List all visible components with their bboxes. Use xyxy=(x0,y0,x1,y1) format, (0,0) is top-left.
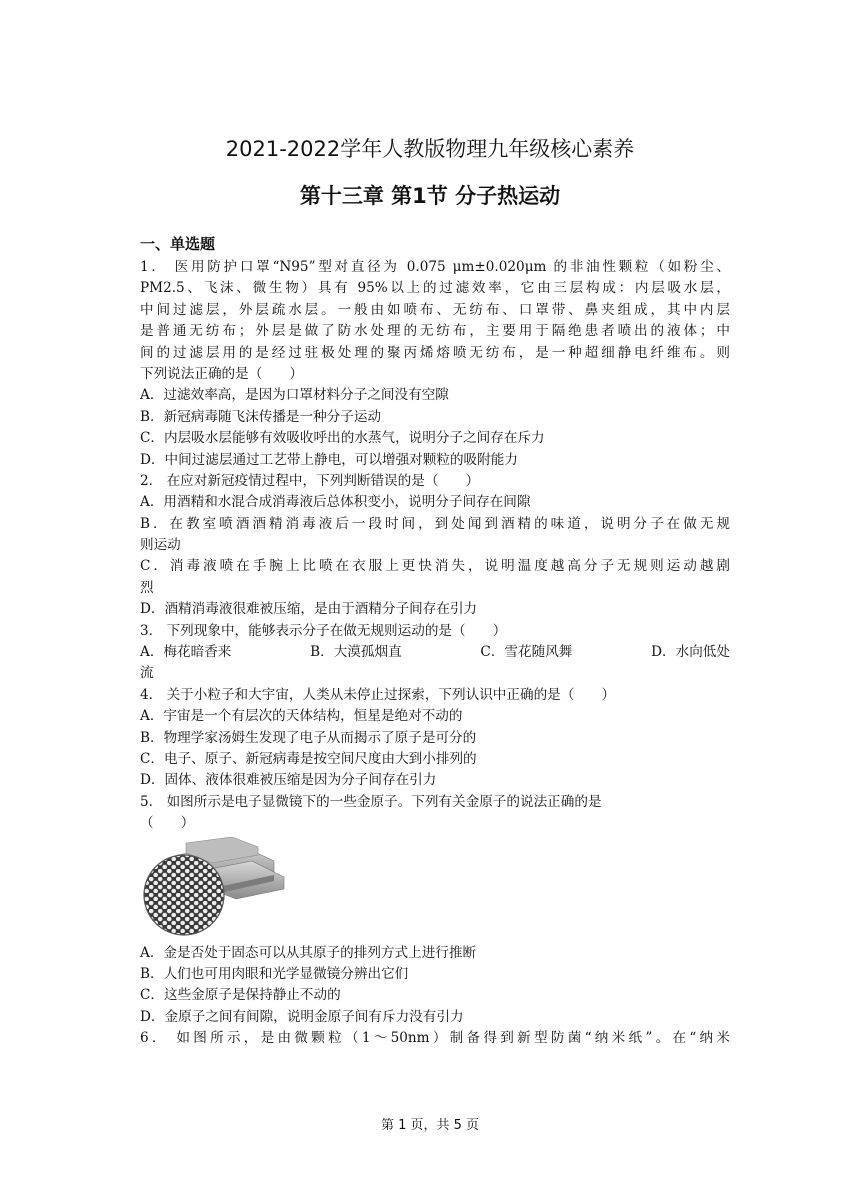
question-5-stem-cont: （ ） xyxy=(140,815,195,832)
page-footer: 第 1 页，共 5 页 xyxy=(380,1118,480,1133)
question-4-option-d: D．固体、液体很难被压缩是因为分子间存在引力 xyxy=(140,772,437,789)
question-1-stem-line: 下列说法正确的是（ ） xyxy=(140,365,304,382)
question-3-stem: 3． 下列现象中，能够表示分子在做无规则运动的是（ ） xyxy=(140,622,507,639)
question-4-option-c: C．电子、原子、新冠病毒是按空间尺度由大到小排列的 xyxy=(140,750,477,767)
question-5-option-d: D．金原子之间有间隙，说明金原子间有斥力没有引力 xyxy=(140,1008,464,1025)
question-4-stem: 4． 关于小粒子和大宇宙，人类从未停止过探索，下列认识中正确的是（ ） xyxy=(140,686,616,703)
question-1-stem-line: 是普通无纺布；外层是做了防水处理的无纺布，主要用于隔绝患者喷出的液体；中 xyxy=(140,323,730,340)
question-3-option-a: A．梅花暗香来 xyxy=(140,644,232,661)
question-1-stem-line: 中间过滤层，外层疏水层。一般由如喷布、无纺布、口罩带、鼻夹组成，其中内层 xyxy=(140,301,730,318)
gold-atoms-figure xyxy=(140,837,730,937)
question-5-option-a: A．金是否处于固态可以从其原子的排列方式上进行推断 xyxy=(140,944,477,961)
question-1-option-b: B．新冠病毒随飞沫传播是一种分子运动 xyxy=(140,408,382,425)
question-2-stem: 2． 在应对新冠疫情过程中，下列判断错误的是（ ） xyxy=(140,472,480,489)
question-3-options xyxy=(140,642,730,663)
question-3-option-b: B．大漠孤烟直 xyxy=(310,644,402,661)
question-1 xyxy=(140,257,730,471)
question-6-stem: 6． 如图所示，是由微颗粒（1～50nm）制备得到新型防菌“纳米纸”。在“纳米 xyxy=(140,1030,730,1047)
question-2 xyxy=(140,471,730,621)
question-2-option-d: D．酒精消毒液很难被压缩，是由于酒精分子间存在引力 xyxy=(140,601,478,618)
gold-atoms-image xyxy=(140,837,290,937)
question-3-option-d: D．水向低处 xyxy=(651,644,730,661)
question-1-option-c: C．内层吸水层能够有效吸收呼出的水蒸气，说明分子之间存在斥力 xyxy=(140,430,545,447)
question-3-option-c: C．雪花随风舞 xyxy=(480,644,573,661)
question-2-option-b: B．在教室喷酒酒精消毒液后一段时间，到处闻到酒精的味道，说明分子在做无规 xyxy=(140,515,730,532)
section-heading: 一、单选题 xyxy=(140,235,216,253)
question-4-option-b: B．物理学家汤姆生发现了电子从而揭示了原子是可分的 xyxy=(140,729,477,746)
question-1-stem-line: PM2.5、飞沫、微生物）具有 95%以上的过滤效率，它由三层构成：内层吸水层， xyxy=(140,280,730,297)
question-1-stem-line: 间的过滤层用的是经过驻极处理的聚丙烯熔喷无纺布，是一种超细静电纤维布。则 xyxy=(140,344,730,361)
question-5-option-c: C．这些金原子是保持静止不动的 xyxy=(140,987,341,1004)
chapter-title: 第十三章 第1节 分子热运动 xyxy=(299,184,561,208)
question-6 xyxy=(140,1028,730,1049)
question-5-stem: 5． 如图所示是电子显微镜下的一些金原子。下列有关金原子的说法正确的是 xyxy=(140,793,602,810)
question-2-option-c-cont: 烈 xyxy=(140,579,154,596)
question-3-option-d-cont: 流 xyxy=(140,665,154,682)
question-4 xyxy=(140,685,730,792)
question-3 xyxy=(140,621,730,685)
question-2-option-c: C．消毒液喷在手腕上比喷在衣服上更快消失，说明温度越高分子无规则运动越剧 xyxy=(140,558,730,575)
question-4-option-a: A．宇宙是一个有层次的天体结构，恒星是绝对不动的 xyxy=(140,708,463,725)
question-1-stem-line: 1． 医用防护口罩“N95”型对直径为 0.075 μm±0.020μm 的非油性颗粒（如粉尘、 xyxy=(140,259,730,275)
question-1-option-a: A．过滤效率高，是因为口罩材料分子之间没有空隙 xyxy=(140,387,449,404)
question-1-option-d: D．中间过滤层通过工艺带上静电，可以增强对颗粒的吸附能力 xyxy=(140,451,518,468)
question-2-option-b-cont: 则运动 xyxy=(140,537,181,554)
page-title: 2021-2022学年人教版物理九年级核心素养 xyxy=(225,137,635,161)
question-5 xyxy=(140,792,730,1028)
question-2-option-a: A．用酒精和水混合成消毒液后总体积变小，说明分子间存在间隙 xyxy=(140,494,531,511)
question-list xyxy=(140,257,730,1050)
question-5-option-b: B．人们也可用肉眼和光学显微镜分辨出它们 xyxy=(140,965,409,982)
